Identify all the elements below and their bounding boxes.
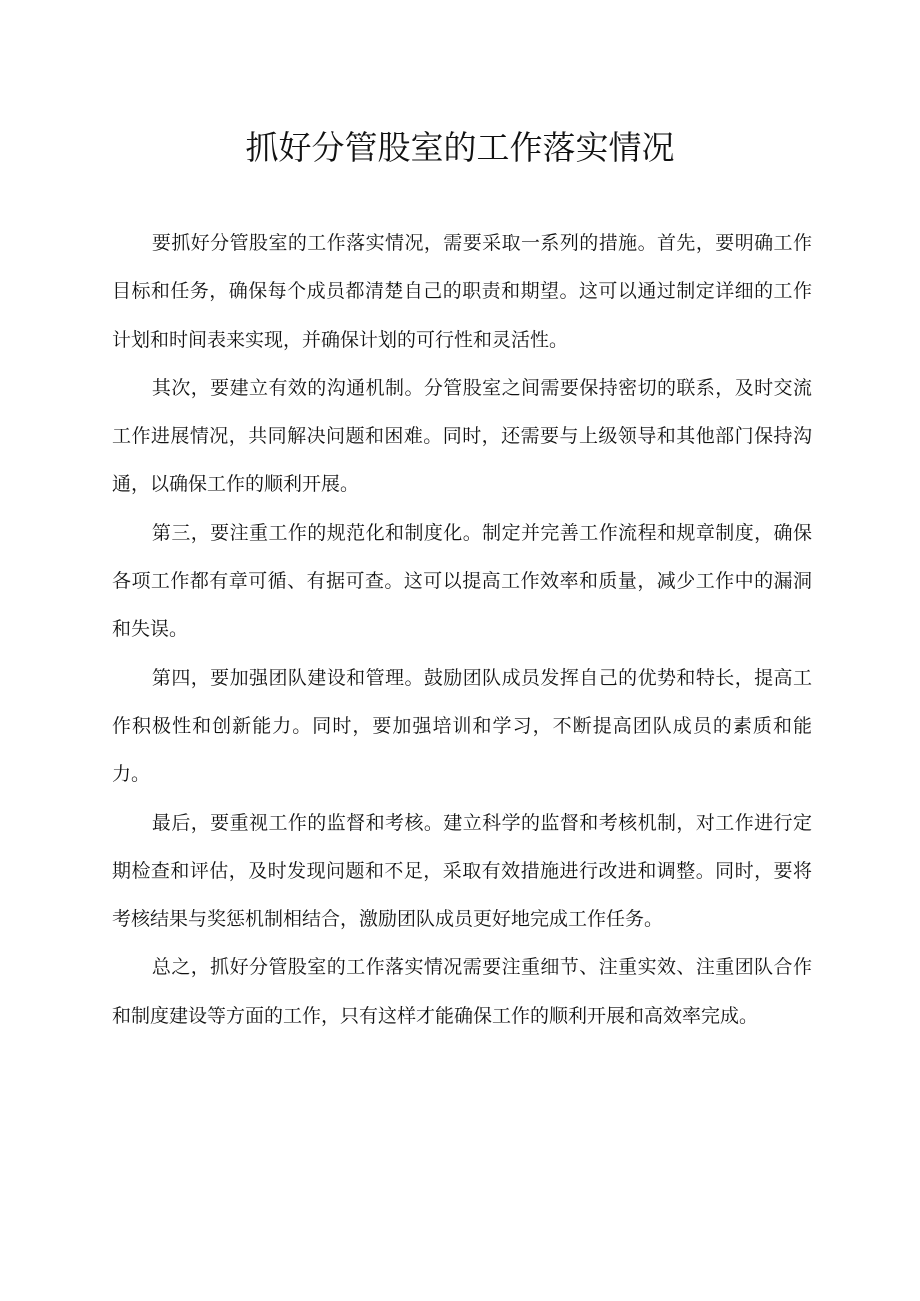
document-title: 抓好分管股室的工作落实情况: [245, 128, 675, 167]
paragraph-4: 第四，要加强团队建设和管理。鼓励团队成员发挥自己的优势和特长，提高工作积极性和创新能力。同时，要加强培训和学习，不断提高团队成员的素质和能力。: [112, 666, 812, 786]
paragraph-3: 第三，要注重工作的规范化和制度化。制定并完善工作流程和规章制度，确保各项工作都有章可循、有据可查。这可以提高工作效率和质量，减少工作中的漏洞和失误。: [112, 521, 812, 641]
paragraph-1: 要抓好分管股室的工作落实情况，需要采取一系列的措施。首先，要明确工作目标和任务，确保每个成员都清楚自己的职责和期望。这可以通过制定详细的工作计划和时间表来实现，并确保计划的可行性和灵活性。: [112, 232, 812, 351]
paragraph-6: 总之，抓好分管股室的工作落实情况需要注重细节、注重实效、注重团队合作和制度建设等方面的工作，只有这样才能确保工作的顺利开展和高效率完成。: [112, 956, 812, 1027]
document-body: [112, 219, 812, 1040]
paragraph-2: 其次，要建立有效的沟通机制。分管股室之间需要保持密切的联系，及时交流工作进展情况，共同解决问题和困难。同时，还需要与上级领导和其他部门保持沟通，以确保工作的顺利开展。: [112, 376, 812, 496]
paragraph-5: 最后，要重视工作的监督和考核。建立科学的监督和考核机制，对工作进行定期检查和评估，及时发现问题和不足，采取有效措施进行改进和调整。同时，要将考核结果与奖惩机制相结合，激励团队成员更好地完成工作任务。: [112, 811, 812, 931]
